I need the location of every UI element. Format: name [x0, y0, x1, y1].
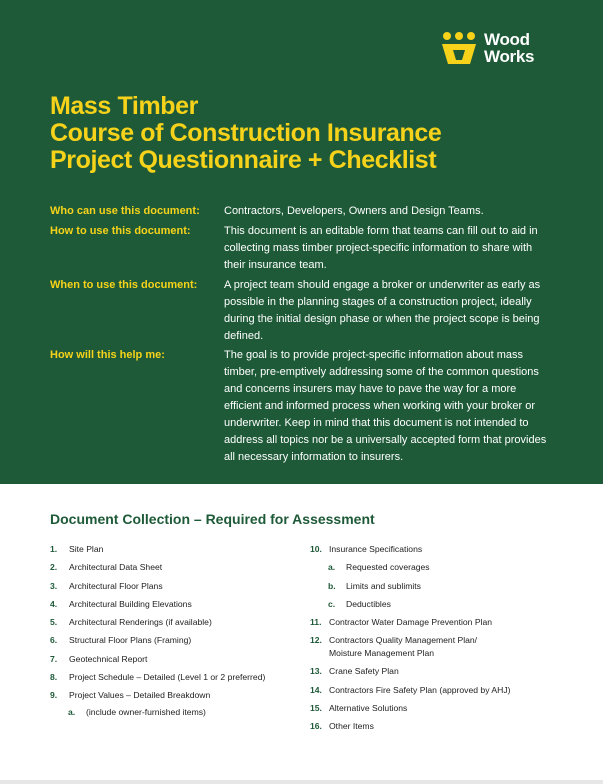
intro-text: A project team should engage a broker or underwriter as early as possible in the planning stages of a construction project, ideally during the initial design phase or when the project scope is being defined.	[224, 279, 541, 342]
section-title: Document Collection – Required for Assessment	[50, 511, 375, 527]
page-bottom-edge	[0, 780, 603, 784]
intro-label: How will this help me:	[50, 349, 165, 361]
page-title: Mass Timber Course of Construction Insurance Project Questionnaire + Checklist	[50, 92, 442, 174]
intro-text: The goal is to provide project-specific information about mass timber, pre-emptively addressing some of the common questions and concerns insurers may have to pave the way for a more efficient and informed process when working with your broker or underwriter. Keep in mind that this document is not intended to address all topics nor be a universally accepted form that provides all necessary information to insurers.	[224, 349, 547, 463]
intro-text: This document is an editable form that teams can fill out to aid in collecting mass timber project-specific information to share with their insurance team.	[224, 225, 538, 271]
intro-label: Who can use this document:	[50, 205, 200, 217]
intro-label: When to use this document:	[50, 279, 198, 291]
brand-name: Wood Works	[484, 30, 535, 66]
intro-text: Contractors, Developers, Owners and Design Teams.	[224, 205, 484, 217]
woodworks-emblem-icon	[442, 30, 476, 66]
woodworks-logo	[442, 30, 557, 70]
intro-label: How to use this document:	[50, 225, 191, 237]
